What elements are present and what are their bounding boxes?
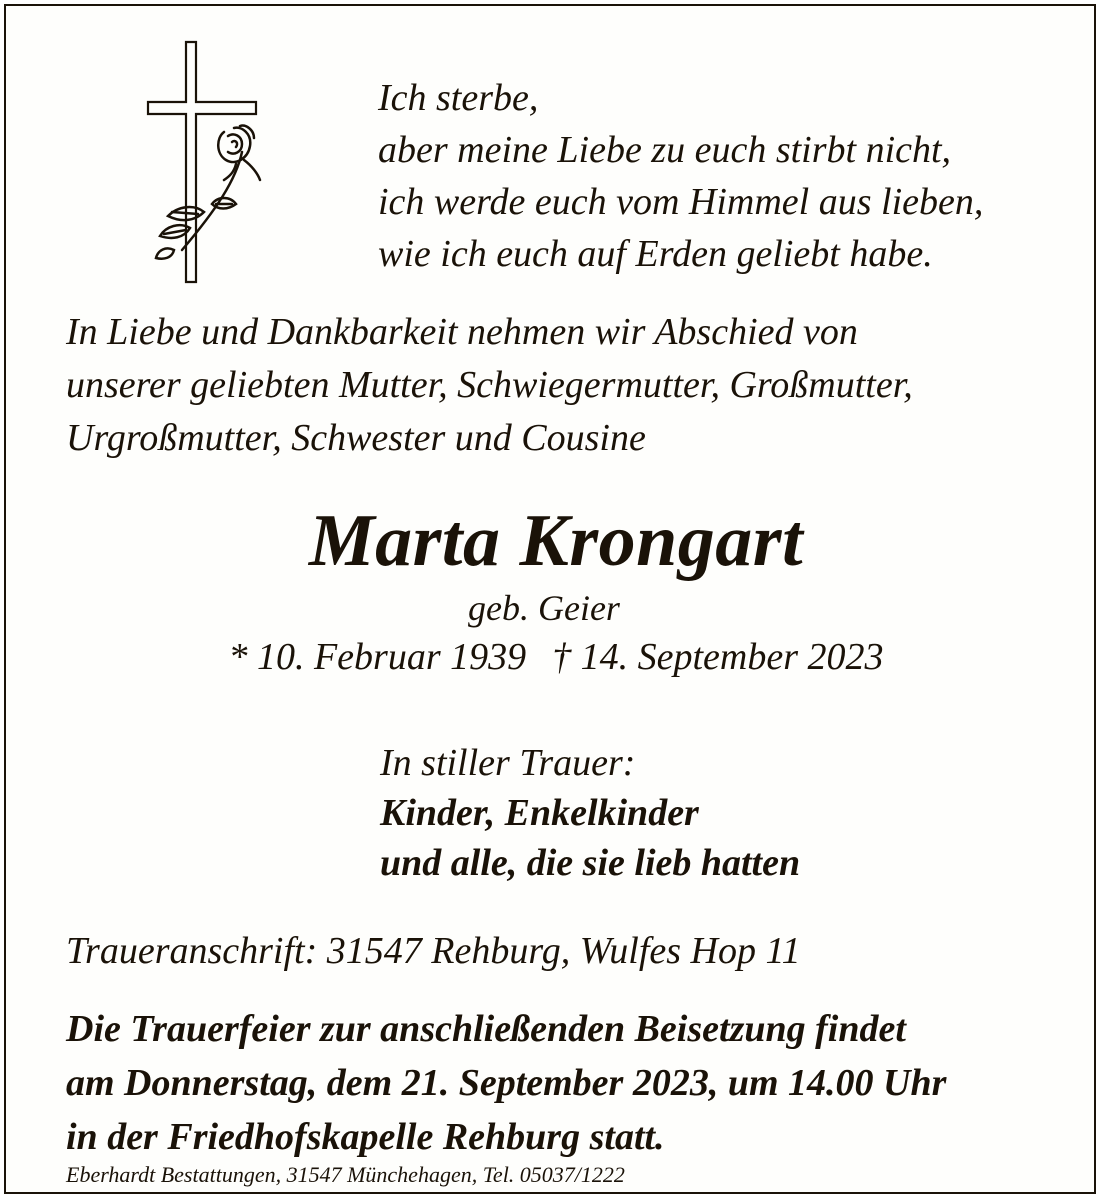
mourners-line: und alle, die sie lieb hatten (380, 842, 801, 884)
mourning-address: Traueranschrift: 31547 Rehburg, Wulfes Hop 11 (66, 930, 801, 972)
mourners-heading: In stiller Trauer: (380, 742, 636, 784)
obituary-notice (4, 4, 1096, 1194)
poem-line: ich werde euch vom Himmel aus lieben, (378, 181, 984, 223)
death-date: † 14. September 2023 (552, 636, 884, 678)
funeral-line: in der Friedhofskapelle Rehburg statt. (66, 1116, 665, 1158)
deceased-name: Marta Krongart (308, 500, 804, 582)
poem-line: Ich sterbe, (378, 77, 539, 119)
cross-with-rose-icon (144, 40, 264, 284)
farewell-intro (66, 306, 913, 465)
life-dates (6, 634, 1104, 680)
intro-line: In Liebe und Dankbarkeit nehmen wir Abschied von (66, 311, 858, 353)
funeral-details (66, 1002, 946, 1164)
poem-line: wie ich euch auf Erden geliebt habe. (378, 233, 933, 275)
undertaker-info: Eberhardt Bestattungen, 31547 Münchehagen, Tel. 05037/1222 (66, 1162, 625, 1187)
poem (378, 72, 983, 280)
mourners-list (380, 788, 800, 888)
birth-date: * 10. Februar 1939 (228, 636, 527, 678)
mourners-line: Kinder, Enkelkinder (380, 792, 699, 834)
intro-line: unserer geliebten Mutter, Schwiegermutter, Großmutter, (66, 364, 913, 406)
maiden-name: geb. Geier (468, 588, 620, 628)
funeral-line: Die Trauerfeier zur anschließenden Beisetzung findet (66, 1008, 906, 1050)
funeral-line: am Donnerstag, dem 21. September 2023, um 14.00 Uhr (66, 1062, 947, 1104)
intro-line: Urgroßmutter, Schwester und Cousine (66, 417, 646, 459)
poem-line: aber meine Liebe zu euch stirbt nicht, (378, 129, 952, 171)
